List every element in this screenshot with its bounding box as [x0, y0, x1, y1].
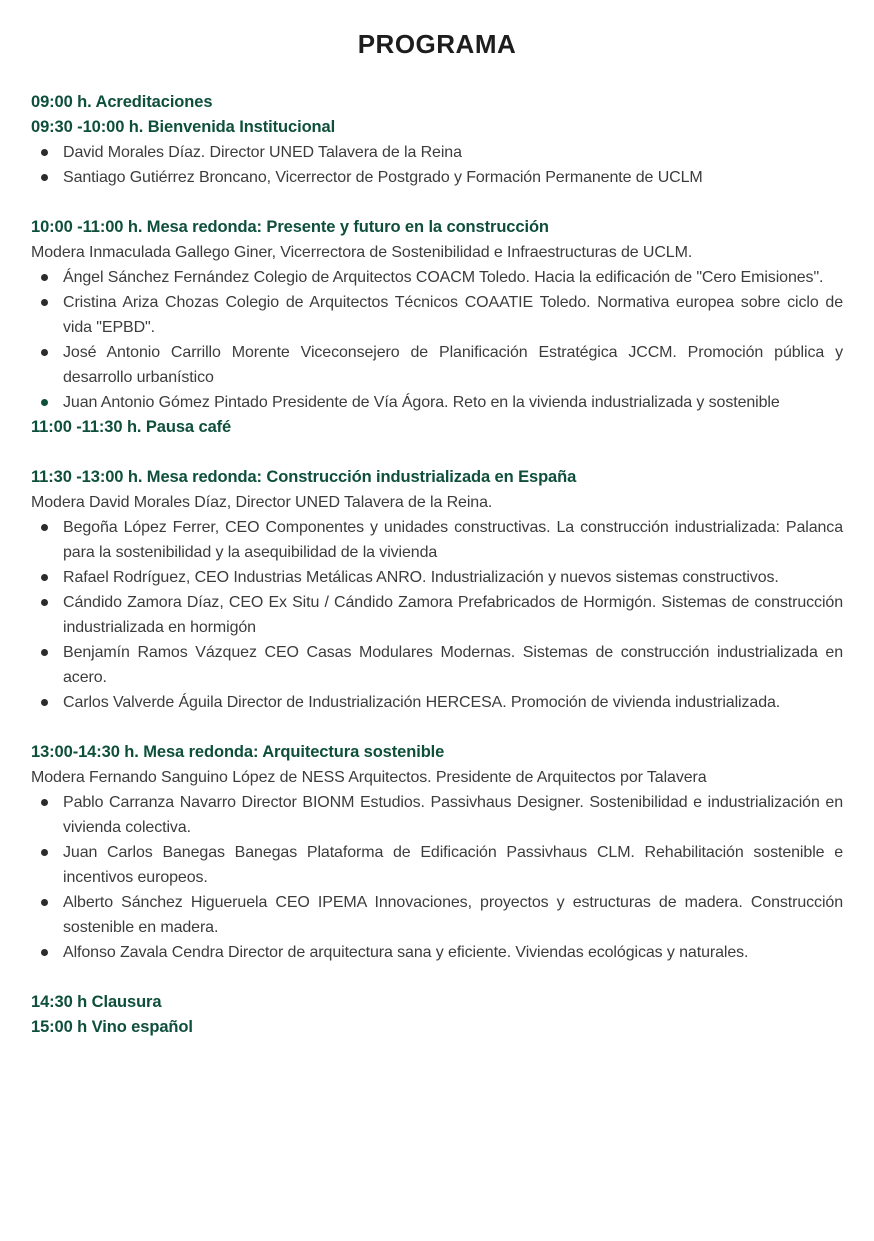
- bullet-icon: [41, 849, 48, 856]
- speaker-list-bienvenida: [31, 140, 843, 190]
- bullet-icon: [41, 699, 48, 706]
- session-heading-vino-espanol: 15:00 h Vino español: [31, 1018, 193, 1036]
- speaker-text: Juan Antonio Gómez Pintado Presidente de Vía Ágora. Reto en la vivienda industrializada y sostenible: [63, 394, 780, 411]
- speaker-text: Ángel Sánchez Fernández Colegio de Arquitectos COACM Toledo. Hacia la edificación de "Cero Emisiones".: [63, 269, 824, 286]
- bullet-icon: [41, 574, 48, 581]
- speaker-list-arquitectura-sostenible: [31, 790, 843, 965]
- speaker-list-presente-futuro: [31, 265, 843, 415]
- bullet-icon: [41, 649, 48, 656]
- speaker-text: José Antonio Carrillo Morente Viceconsejero de Planificación Estratégica JCCM. Promoción pública y desarrollo urbanístico: [63, 344, 843, 386]
- speaker-text: Begoña López Ferrer, CEO Componentes y unidades constructivas. La construcción industrializada: Palanca para la sostenibilidad y la asequibilidad de la vivienda: [63, 519, 843, 561]
- session-heading-presente-futuro: 10:00 -11:00 h. Mesa redonda: Presente y futuro en la construcción: [31, 218, 549, 236]
- bullet-icon: [41, 174, 48, 181]
- bullet-icon: [41, 949, 48, 956]
- bullet-icon: [41, 799, 48, 806]
- speaker-item: [31, 890, 843, 940]
- speaker-item: [31, 565, 843, 590]
- speaker-item: [31, 515, 843, 565]
- speaker-text: Cándido Zamora Díaz, CEO Ex Situ / Cándido Zamora Prefabricados de Hormigón. Sistemas de construcción industrializada en hormigón: [63, 594, 843, 636]
- speaker-text: Juan Carlos Banegas Banegas Plataforma de Edificación Passivhaus CLM. Rehabilitación sostenible e incentivos europeos.: [63, 844, 843, 886]
- speaker-item: [31, 290, 843, 340]
- speaker-item: [31, 840, 843, 890]
- bullet-icon: [41, 274, 48, 281]
- speaker-text: Carlos Valverde Águila Director de Industrialización HERCESA. Promoción de vivienda industrializada.: [63, 694, 781, 711]
- speaker-text: Cristina Ariza Chozas Colegio de Arquitectos Técnicos COAATIE Toledo. Normativa europea sobre ciclo de vida "EPBD".: [63, 294, 843, 336]
- bullet-icon: [41, 349, 48, 356]
- speaker-text: Rafael Rodríguez, CEO Industrias Metálicas ANRO. Industrialización y nuevos sistemas constructivos.: [63, 569, 779, 586]
- speaker-item: [31, 265, 843, 290]
- bullet-icon: [41, 524, 48, 531]
- speaker-item: [31, 390, 843, 415]
- page-title: PROGRAMA: [357, 29, 517, 59]
- speaker-item: [31, 165, 843, 190]
- speaker-item: [31, 340, 843, 390]
- session-heading-pausa-cafe: 11:00 -11:30 h. Pausa café: [31, 418, 232, 436]
- speaker-item: [31, 590, 843, 640]
- bullet-icon: [41, 899, 48, 906]
- speaker-text: Pablo Carranza Navarro Director BIONM Estudios. Passivhaus Designer. Sostenibilidad e industrialización en vivienda colectiva.: [63, 794, 843, 836]
- bullet-icon: [41, 149, 48, 156]
- speaker-item: [31, 690, 843, 715]
- session-heading-clausura: 14:30 h Clausura: [31, 993, 162, 1011]
- speaker-text: Benjamín Ramos Vázquez CEO Casas Modulares Modernas. Sistemas de construcción industrializada en acero.: [63, 644, 843, 686]
- session-heading-construccion-industrializada: 11:30 -13:00 h. Mesa redonda: Construcción industrializada en España: [31, 468, 577, 486]
- moderator-line: Modera Fernando Sanguino López de NESS Arquitectos. Presidente de Arquitectos por Talavera: [31, 769, 707, 786]
- speaker-text: Alfonso Zavala Cendra Director de arquitectura sana y eficiente. Viviendas ecológicas y naturales.: [63, 944, 749, 961]
- speaker-item: [31, 940, 843, 965]
- moderator-line: Modera Inmaculada Gallego Giner, Vicerrectora de Sostenibilidad e Infraestructuras de UCLM.: [31, 244, 693, 261]
- moderator-line: Modera David Morales Díaz, Director UNED Talavera de la Reina.: [31, 494, 493, 511]
- speaker-list-construccion-industrializada: [31, 515, 843, 715]
- session-heading-acreditaciones: 09:00 h. Acreditaciones: [31, 93, 213, 111]
- session-heading-arquitectura-sostenible: 13:00-14:30 h. Mesa redonda: Arquitectura sostenible: [31, 743, 445, 761]
- bullet-icon: [41, 599, 48, 606]
- bullet-icon: [41, 299, 48, 306]
- speaker-item: [31, 140, 843, 165]
- speaker-text: David Morales Díaz. Director UNED Talavera de la Reina: [63, 144, 462, 161]
- speaker-item: [31, 790, 843, 840]
- session-heading-bienvenida: 09:30 -10:00 h. Bienvenida Institucional: [31, 118, 336, 136]
- speaker-item: [31, 640, 843, 690]
- bullet-icon-accent: [41, 399, 48, 406]
- speaker-text: Alberto Sánchez Higueruela CEO IPEMA Innovaciones, proyectos y estructuras de madera. Construcción sostenible en madera.: [63, 894, 843, 936]
- speaker-text: Santiago Gutiérrez Broncano, Vicerrector de Postgrado y Formación Permanente de UCLM: [63, 169, 703, 186]
